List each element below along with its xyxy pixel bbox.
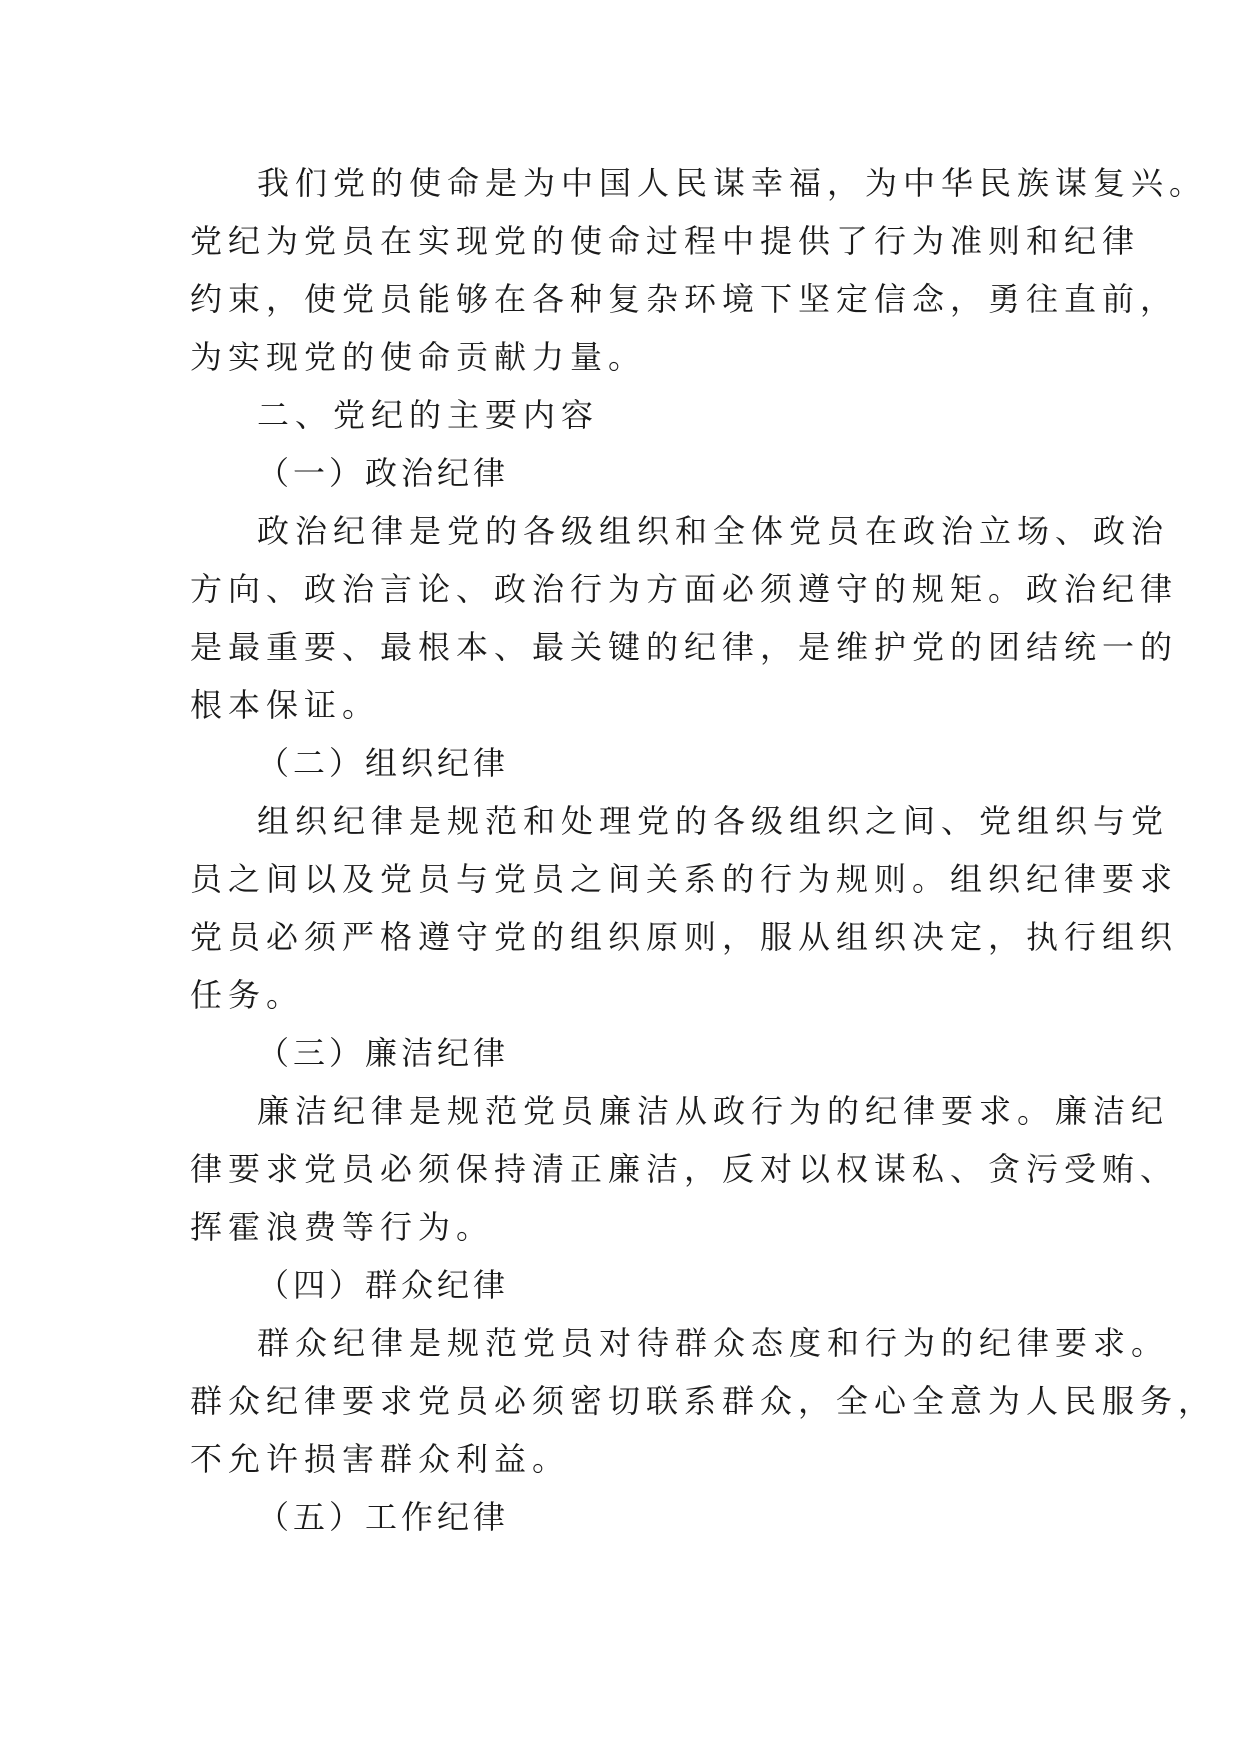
subsection-heading: （一）政治纪律 [257,454,510,492]
paragraph-line: 员之间以及党员与党员之间关系的行为规则。组织纪律要求 [190,860,1179,898]
paragraph-line: 挥霍浪费等行为。 [190,1208,495,1246]
paragraph-line: 律要求党员必须保持清正廉洁，反对以权谋私、贪污受贿、 [190,1150,1179,1188]
paragraph-line: 党纪为党员在实现党的使命过程中提供了行为准则和纪律 [190,222,1141,260]
paragraph-line: 我们党的使命是为中国人民谋幸福，为中华民族谋复兴。 [257,164,1208,202]
paragraph-line: 组织纪律是规范和处理党的各级组织之间、党组织与党 [257,802,1170,840]
paragraph-line: 是最重要、最根本、最关键的纪律，是维护党的团结统一的 [190,628,1179,666]
paragraph-line: 政治纪律是党的各级组织和全体党员在政治立场、政治 [257,512,1170,550]
subsection-heading: （四）群众纪律 [257,1266,510,1304]
paragraph-line: 党员必须严格遵守党的组织原则，服从组织决定，执行组织 [190,918,1179,956]
subsection-heading: （二）组织纪律 [257,744,510,782]
subsection-heading: （五）工作纪律 [257,1498,510,1536]
paragraph-line: 群众纪律是规范党员对待群众态度和行为的纪律要求。 [257,1324,1170,1362]
paragraph-line: 任务。 [190,976,305,1014]
paragraph-line: 群众纪律要求党员必须密切联系群众，全心全意为人民服务， [190,1382,1217,1420]
paragraph-line: 为实现党的使命贡献力量。 [190,338,647,376]
subsection-heading: （三）廉洁纪律 [257,1034,510,1072]
paragraph-line: 不允许损害群众利益。 [190,1440,571,1478]
paragraph-line: 根本保证。 [190,686,381,724]
section-heading: 二、党纪的主要内容 [257,396,600,434]
paragraph-line: 约束，使党员能够在各种复杂环境下坚定信念，勇往直前， [190,280,1179,318]
paragraph-line: 廉洁纪律是规范党员廉洁从政行为的纪律要求。廉洁纪 [257,1092,1170,1130]
paragraph-line: 方向、政治言论、政治行为方面必须遵守的规矩。政治纪律 [190,570,1179,608]
